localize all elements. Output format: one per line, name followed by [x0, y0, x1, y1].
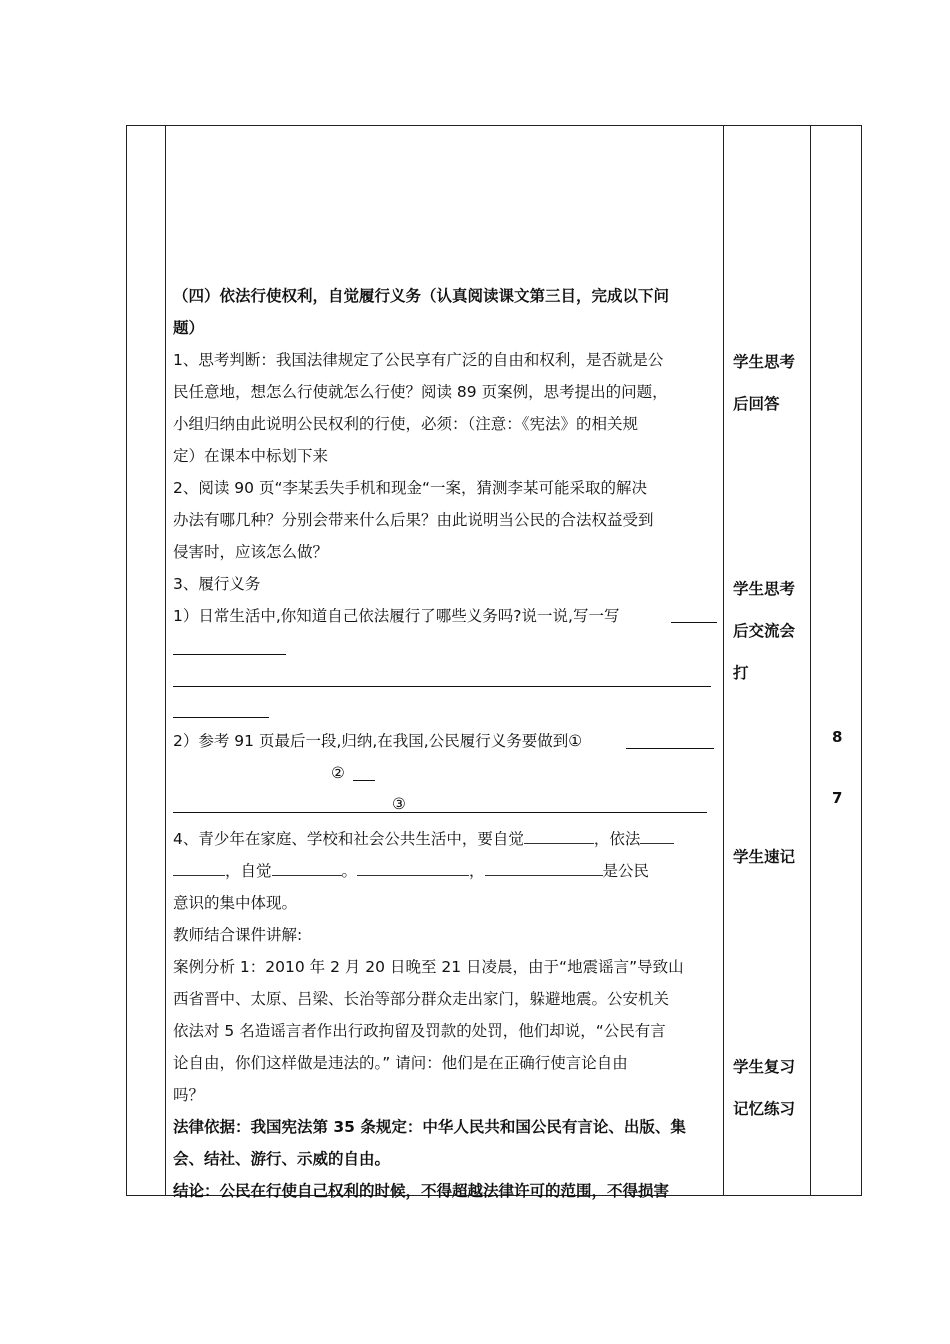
side-note: 学生复习: [733, 1058, 796, 1076]
q2-line: 2、阅读 90 页“李某丢失手机和现金“一案，猜测李某可能采取的解决: [173, 479, 648, 497]
blank-line: [671, 622, 717, 623]
case-line: 西省晋中、太原、吕梁、长治等部分群众走出家门，躲避地震。公安机关: [173, 990, 670, 1008]
blank-line: [173, 686, 711, 687]
q1-line: 小组归纳由此说明公民权利的行使，必须：（注意：《宪法》的相关规: [173, 415, 639, 433]
content-column: [167, 126, 723, 1200]
q4-line: 4、青少年在家庭、学校和社会公共生活中，要自觉 ，依法: [173, 829, 674, 849]
page-number: 7: [832, 789, 843, 807]
case-line: 论自由，你们这样做是违法的。” 请问：他们是在正确行使言论自由: [173, 1054, 628, 1072]
section-title-cont: 题）: [173, 319, 205, 337]
section-title: （四）依法行使权利，自觉履行义务（认真阅读课文第三目，完成以下问: [173, 287, 670, 305]
side-note: 打: [733, 664, 749, 682]
column-divider: [810, 126, 811, 1195]
q3-2-item: ②: [331, 764, 345, 782]
q4-line: ，自觉 。 ， 是公民: [173, 861, 649, 881]
teacher-note: 教师结合课件讲解:: [173, 926, 303, 944]
side-note: 记忆练习: [733, 1100, 796, 1118]
side-note: 学生思考: [733, 353, 796, 371]
blank-line: [173, 812, 707, 813]
case-line: 吗？: [173, 1086, 205, 1104]
q1-line: 民任意地，想怎么行使就怎么行使？阅读 89 页案例，思考提出的问题，: [173, 383, 668, 401]
q2-line: 办法有哪几种？分别会带来什么后果？由此说明当公民的合法权益受到: [173, 511, 654, 529]
q3-1: 1）日常生活中,你知道自己依法履行了哪些义务吗?说一说,写一写: [173, 607, 620, 625]
blank-line: [626, 748, 714, 749]
case-line: 案例分析 1：2010 年 2 月 20 日晚至 21 日凌晨，由于“地震谣言”导致山: [173, 958, 684, 976]
blank-line: [173, 654, 286, 655]
column-divider: [723, 126, 724, 1195]
side-note: 后交流会: [733, 622, 796, 640]
blank-line: [353, 780, 375, 781]
q4-line: 意识的集中体现。: [173, 894, 298, 912]
law-line: 法律依据：我国宪法第 35 条规定：中华人民共和国公民有言论、出版、集: [173, 1118, 686, 1136]
blank-line: [173, 717, 269, 718]
law-line: 会、结社、游行、示威的自由。: [173, 1150, 391, 1168]
side-note: 学生速记: [733, 848, 796, 866]
page-number: 8: [832, 728, 843, 746]
q1-line: 1、思考判断：我国法律规定了公民享有广泛的自由和权利，是否就是公: [173, 351, 664, 369]
column-divider: [165, 126, 166, 1195]
q3-2-item: ③: [392, 795, 406, 813]
q1-line: 定）在课本中标划下来: [173, 447, 329, 465]
side-note: 后回答: [733, 395, 780, 413]
case-line: 依法对 5 名造谣言者作出行政拘留及罚款的处罚，他们却说，“公民有言: [173, 1022, 666, 1040]
q3-title: 3、履行义务: [173, 575, 261, 593]
q2-line: 侵害时，应该怎么做？: [173, 543, 329, 561]
lesson-table: [126, 125, 862, 1200]
side-note: 学生思考: [733, 580, 796, 598]
conclusion-line: 结论：公民在行使自己权利的时候，不得超越法律许可的范围，不得损害: [173, 1182, 670, 1200]
q3-2: 2）参考 91 页最后一段,归纳,在我国,公民履行义务要做到①: [173, 732, 583, 750]
